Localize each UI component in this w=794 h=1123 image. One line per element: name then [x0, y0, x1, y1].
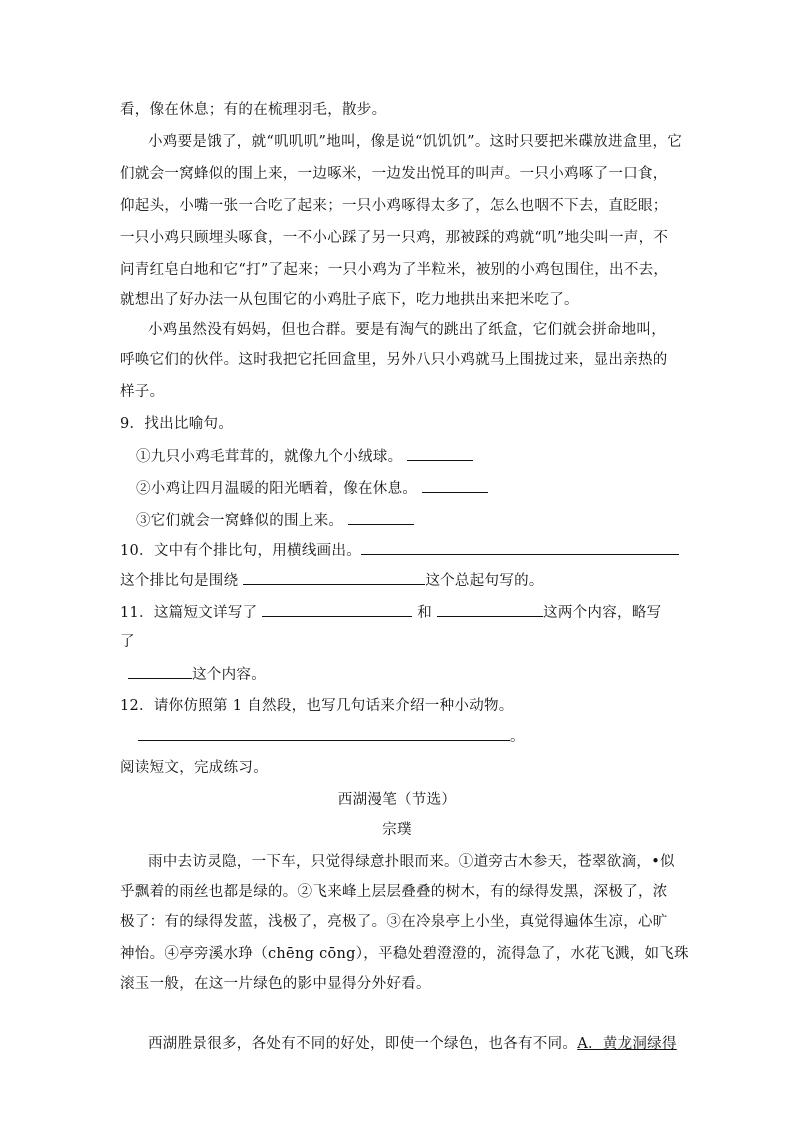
passage-line: 滚玉一般，在这一片绿色的影中显得分外好看。 — [120, 976, 431, 992]
question-text: 10．文中有个排比句，用横线画出。 — [120, 543, 362, 559]
question-text: 这个排比句是围绕 — [120, 573, 239, 589]
answer-blank[interactable] — [262, 602, 412, 617]
question-9: 9．找出比喻句。 — [120, 416, 234, 432]
passage-line: 就想出了好办法一从包围它的小鸡肚子底下，吃力地拱出来把米吃了。 — [120, 292, 579, 308]
passage-line: 神怡。④亭旁溪水琤（chēng cōng），平稳处碧澄澄的，流得急了，水花飞溅，如飞珠 — [120, 946, 689, 962]
question-text: 这两个内容，略写 — [543, 605, 662, 621]
answer-blank[interactable] — [437, 602, 543, 617]
passage-line: 问青红皂白地和它“打”了起来；一只小鸡为了半粒米，被别的小鸡包围住，出不去， — [120, 262, 669, 278]
passage-line: 雨中去访灵隐，一下车，只觉得绿意扑眼而来。①道旁古木参天，苍翠欲滴，•似 — [148, 854, 675, 870]
question-10-line2 — [120, 570, 544, 591]
question-12-answer — [138, 726, 525, 747]
passage-title: 西湖漫笔（节选） — [337, 792, 457, 808]
passage-line: 仰起头，小嘴一张一合吃了起来；一只小鸡啄得太多了，怎么也咽不下去，直眨眼； — [120, 198, 668, 214]
answer-blank[interactable] — [407, 446, 473, 461]
question-text: 。 — [510, 729, 525, 745]
question-9-option-3 — [136, 510, 414, 531]
question-11-line3 — [120, 664, 266, 685]
passage-line: 一只小鸡只顾埋头啄食，一不小心踩了另一只鸡，那被踩的鸡就“叽”地尖叫一声，不 — [120, 230, 669, 246]
answer-blank[interactable] — [361, 540, 679, 555]
passage-line: 小鸡虽然没有妈妈，但也合群。要是有淘气的跳出了纸盒，它们就会拼命地叫， — [148, 322, 666, 338]
reading-instruction: 阅读短文，完成练习。 — [120, 760, 268, 776]
passage-author: 宗璞 — [382, 822, 412, 838]
passage-line: 小鸡要是饿了，就“叽叽叽”地叫，像是说“饥饥饥”。这时只要把米碟放进盒里，它 — [148, 134, 683, 150]
question-9-option-2 — [136, 478, 488, 499]
option-text: ③它们就会一窝蜂似的围上来。 — [136, 513, 344, 529]
question-text: 这个内容。 — [192, 667, 266, 683]
passage-text: 西湖胜景很多，各处有不同的好处，即使一个绿色，也各有不同。 — [148, 1036, 578, 1052]
passage-line: 样子。 — [120, 384, 165, 400]
passage-line: 呼唤它们的伙伴。这时我把它托回盒里，另外八只小鸡就马上围拢过来，显出亲热的 — [120, 352, 668, 368]
question-9-option-1 — [136, 446, 473, 467]
option-text: ②小鸡让四月温暖的阳光晒着，像在休息。 — [136, 481, 418, 497]
passage-line: 看，像在休息；有的在梳理羽毛，散步。 — [120, 102, 387, 118]
question-11-line2: 了 — [120, 634, 135, 650]
question-text: 11．这篇短文详写了 — [120, 605, 258, 621]
passage-line: 极了：有的绿得发蓝，浅极了，亮极了。③在冷泉亭上小坐，真觉得遍体生凉，心旷 — [120, 914, 668, 930]
question-text: 这个总起句写的。 — [425, 573, 544, 589]
answer-blank[interactable] — [422, 478, 488, 493]
passage-line — [148, 1034, 677, 1054]
question-11 — [120, 602, 661, 623]
question-12: 12．请你仿照第 1 自然段，也写几句话来介绍一种小动物。 — [120, 698, 514, 714]
question-text: 和 — [417, 605, 433, 621]
passage-line: 们就会一窝蜂似的围上来，一边啄米，一边发出悦耳的叫声。一只小鸡啄了一口食， — [120, 166, 668, 182]
option-text: ①九只小鸡毛茸茸的，就像九个小绒球。 — [136, 449, 403, 465]
underlined-sentence: A．黄龙洞绿得 — [577, 1036, 677, 1052]
answer-blank[interactable] — [348, 510, 414, 525]
answer-blank[interactable] — [138, 726, 510, 741]
answer-blank[interactable] — [243, 570, 425, 585]
question-10 — [120, 540, 679, 561]
passage-line: 乎飘着的雨丝也都是绿的。②飞来峰上层层叠叠的树木，有的绿得发黑，深极了，浓 — [120, 884, 668, 900]
answer-blank[interactable] — [128, 664, 192, 679]
